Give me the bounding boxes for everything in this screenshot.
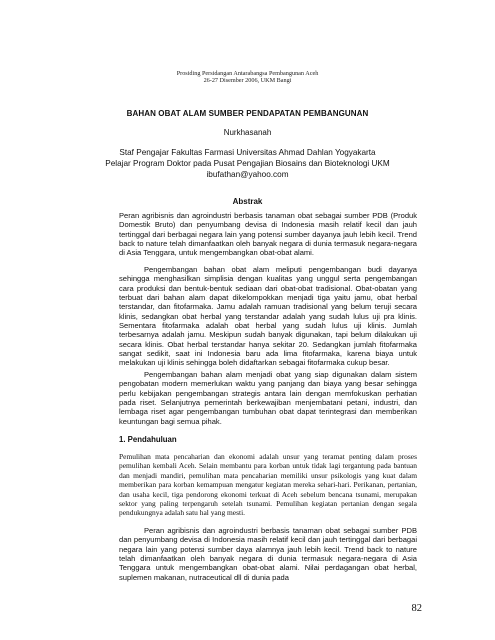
abstract-heading: Abstrak — [232, 197, 263, 206]
proceedings-header-line-1: Prosiding Persidangan Antarabangsa Pembangunan Aceh — [176, 70, 319, 77]
abstract-paragraph-1: Peran agribisnis dan agroindustri berbasis tanaman obat sebagai sumber PDB (Produk Domestik Bruto) dan penyumbang devisa di Indonesia masih relatif kecil dan jauh tertinggal dari berbagai negara lain yang potensi sumber dayanya jauh lebih kecil. Trend back to nature telah dimanfaatkan oleh banyak negara di dunia termasuk negara-negara di Asia Tenggara, untuk mengembangkan obat-obat alami. — [119, 211, 417, 258]
page-number: 82 — [411, 603, 422, 614]
paper-title: BAHAN OBAT ALAM SUMBER PENDAPATAN PEMBANGUNAN — [126, 109, 369, 118]
author-affiliation-2: Pelajar Program Doktor pada Pusat Pengajian Biosains dan Bioteknologi UKM — [105, 159, 390, 168]
abstract-paragraph-2: Pengembangan bahan obat alam meliputi pengembangan budi dayanya sehingga menghasilkan simplisia dengan kualitas yang unggul serta pengembangan cara produksi dan bentuk-bentuk sediaan dari obat-obat tradisional. Obat-obatan yang terbuat dari bahan alam dapat dikelompokkan menjadi tiga yaitu jamu, obat herbal terstandar, dan fitofarmaka. Jamu adalah ramuan tradisional yang belum teruji secara klinis, sedangkan obat herbal yang terstandar adalah yang sudah lulus uji pra klinis. Sementara fitofarmaka adalah obat herbal yang sudah lulus uji klinis. Jumlah terbesarnya adalah jamu. Meskipun sudah banyak digunakan, tapi belum dilakukan uji secara klinis. Obat herbal terstandar hanya sekitar 20. Sedangkan jumlah fitofarmaka sangat sedikit, saat ini Indonesia baru ada lima fitofarmaka, karena biaya untuk melakukan uji klinis sehingga boleh didaftarkan sebagai fitofarmaka cukup besar. — [119, 265, 417, 368]
introduction-paragraph-1: Pemulihan mata pencaharian dan ekonomi adalah unsur yang teramat penting dalam proses pemulihan kembali Aceh. Selain membantu para korban untuk tidak lagi tergantung pada bantuan dan menjadi mandiri, pemulihan mata pencaharian memiliki unsur psikologis yang kuat dalam memberikan para korban kemampuan mengatur kegiatan mereka sehari-hari. Perikanan, pertanian, dan usaha kecil, tiga pendorong ekonomi terkuat di Aceh sebelum bencana tsunami, merupakan sektor yang paling terpengaruh setelah tsunami. Pemulihan kegiatan pertanian dengan segala pendukungnya adalah satu hal yang mesti. — [119, 452, 417, 518]
paper-author: Nurkhasanah — [223, 128, 272, 137]
author-affiliation-1: Staf Pengajar Fakultas Farmasi Universitas Ahmad Dahlan Yogyakarta — [119, 148, 376, 157]
abstract-paragraph-3: Pengembangan bahan alam menjadi obat yang siap digunakan dalam sistem pengobatan modern memerlukan waktu yang panjang dan biaya yang besar sehingga perlu kebijakan pengembangan strategis antara lain dengan memfokuskan perhatian pada riset. Selanjutnya pemerintah berkewajiban menjembatani petani, industri, dan lembaga riset agar pengembangan tumbuhan obat dapat terintegrasi dan memberikan keuntungan bagi semua pihak. — [119, 370, 417, 426]
proceedings-header-line-2: 26-27 Disember 2006, UKM Bangi — [203, 77, 292, 84]
section-heading-pendahuluan: 1. Pendahuluan — [119, 435, 177, 444]
introduction-paragraph-2: Peran agribisnis dan agroindustri berbasis tanaman obat sebagai sumber PDB dan penyumbang devisa di Indonesia masih relatif kecil dan jauh tertinggal dari berbagai negara lain yang potensi sumber daya alamnya jauh lebih kecil. Trend back to nature telah dimanfaatkan oleh banyak negara di dunia termasuk negara-negara di Asia Tenggara untuk mengembangkan obat-obat alami. Nilai perdagangan obat herbal, suplemen makanan, nutraceutical dll di dunia pada — [119, 526, 417, 582]
author-email: ibufathan@yahoo.com — [206, 170, 289, 179]
